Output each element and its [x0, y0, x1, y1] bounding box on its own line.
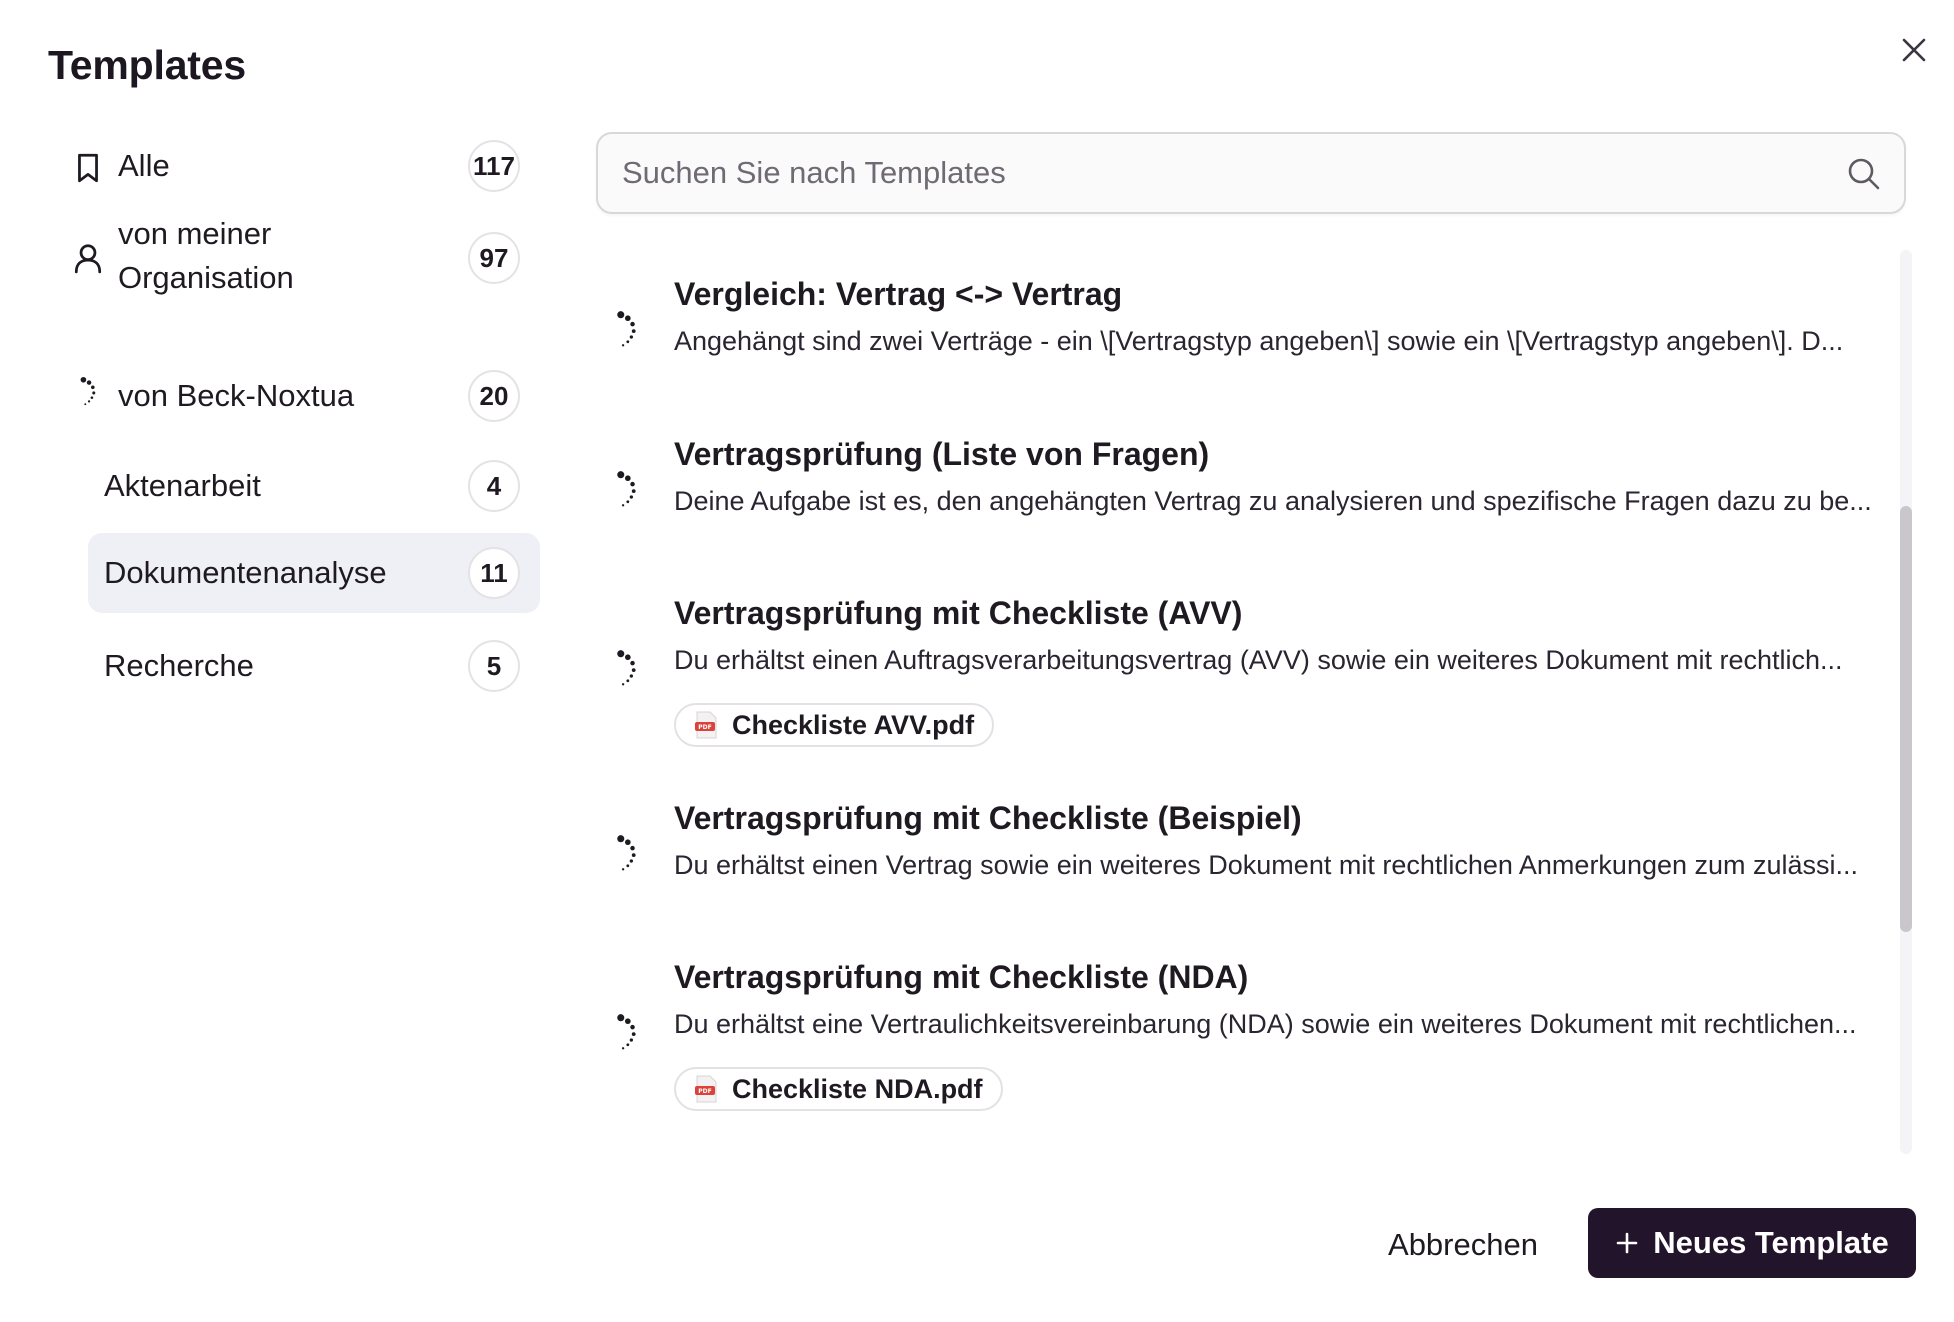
sidebar-item-alle[interactable] [60, 130, 515, 200]
user-icon [72, 242, 104, 274]
sidebar-item-beck-noxtua[interactable] [60, 360, 512, 430]
sidebar-item-organisation[interactable] [60, 202, 512, 318]
template-list [596, 250, 1896, 1150]
svg-text:PDF: PDF [698, 724, 712, 731]
count-badge: 4 [468, 460, 520, 512]
template-item[interactable] [596, 800, 1896, 910]
template-item[interactable] [596, 959, 1896, 1119]
search-input[interactable] [622, 134, 1822, 212]
spinner-icon [616, 310, 642, 350]
sidebar-item-label: Recherche [104, 648, 254, 683]
cancel-button[interactable]: Abbrechen [1368, 1210, 1558, 1280]
svg-text:PDF: PDF [698, 1088, 712, 1095]
sidebar-item-label: Dokumentenanalyse [104, 555, 387, 590]
count-badge: 11 [468, 547, 520, 599]
count-badge: 20 [468, 370, 520, 422]
attachment-filename: Checkliste NDA.pdf [732, 1073, 983, 1104]
count-badge: 5 [468, 640, 520, 692]
sidebar-item-label: von meiner [118, 216, 272, 251]
template-description: Du erhältst einen Auftragsverarbeitungsvertrag (AVV) sowie ein weiteres Dokument mit rechtlich... [674, 645, 1843, 675]
sidebar-item-label: Aktenarbeit [104, 468, 261, 503]
template-name: Vertragsprüfung mit Checkliste (AVV) [674, 595, 1243, 631]
plus-icon [1615, 1231, 1639, 1255]
template-name: Vertragsprüfung (Liste von Fragen) [674, 436, 1210, 472]
template-name: Vergleich: Vertrag <-> Vertrag [674, 276, 1123, 312]
template-item[interactable] [596, 276, 1896, 386]
sidebar-item-dokumentenanalyse[interactable] [88, 533, 540, 613]
search-box [596, 132, 1906, 214]
sidebar-item-aktenarbeit[interactable] [88, 450, 540, 520]
sidebar-item-label-line2: Organisation [118, 260, 294, 295]
pdf-file-icon [694, 1075, 718, 1103]
spinner-icon [616, 834, 642, 874]
close-button[interactable] [1894, 30, 1934, 70]
template-description: Deine Aufgabe ist es, den angehängten Vertrag zu analysieren und spezifische Fragen dazu zu be... [674, 486, 1872, 516]
sidebar-item-recherche[interactable] [88, 630, 540, 700]
attachment-filename: Checkliste AVV.pdf [732, 709, 975, 740]
spinner-icon [616, 1013, 642, 1053]
spinner-icon [616, 649, 642, 689]
new-template-button[interactable] [1588, 1208, 1916, 1278]
spinner-icon [74, 376, 106, 408]
bookmark-icon [72, 152, 104, 184]
spinner-icon [616, 470, 642, 510]
template-description: Du erhältst eine Vertraulichkeitsvereinbarung (NDA) sowie ein weiteres Dokument mit rechtlichen... [674, 1009, 1857, 1039]
scrollbar-thumb[interactable] [1900, 506, 1912, 932]
attachment-chip[interactable] [674, 1067, 1003, 1111]
sidebar-item-label: Alle [118, 148, 170, 183]
template-item[interactable] [596, 436, 1896, 546]
dialog-title: Templates [48, 42, 246, 88]
count-badge: 97 [468, 232, 520, 284]
template-name: Vertragsprüfung mit Checkliste (NDA) [674, 959, 1249, 995]
template-item[interactable] [596, 595, 1896, 755]
search-icon[interactable] [1846, 156, 1882, 192]
sidebar-item-label: von Beck-Noxtua [118, 378, 355, 413]
template-description: Angehängt sind zwei Verträge - ein \[Vertragstyp angeben\] sowie ein \[Vertragstyp angeben\]. D... [674, 326, 1844, 356]
count-badge: 117 [468, 140, 520, 192]
new-template-label: Neues Template [1653, 1225, 1889, 1260]
template-description: Du erhältst einen Vertrag sowie ein weiteres Dokument mit rechtlichen Anmerkungen zum zulässi... [674, 850, 1859, 880]
pdf-file-icon [694, 711, 718, 739]
attachment-chip[interactable] [674, 703, 994, 747]
template-name: Vertragsprüfung mit Checkliste (Beispiel) [674, 800, 1302, 836]
close-icon [1901, 37, 1927, 63]
